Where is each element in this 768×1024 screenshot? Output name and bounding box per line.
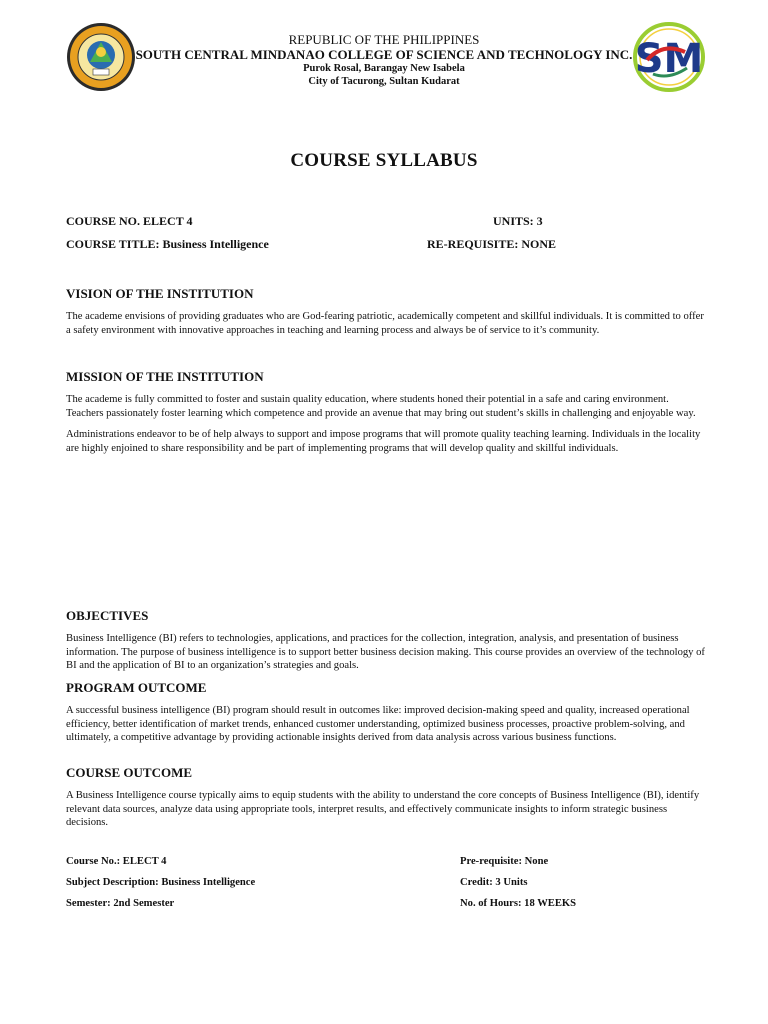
header-address-2: City of Tacurong, Sultan Kudarat <box>308 76 460 87</box>
vision-section <box>66 286 706 345</box>
course-units: UNITS: 3 <box>493 214 543 228</box>
footer-course-no: Course No.: ELECT 4 <box>66 856 167 867</box>
header-republic: REPUBLIC OF THE PHILIPPINES <box>288 32 480 47</box>
vision-text: The academe envisions of providing graduates who are God-fearing patriotic, academically competent and skillful individuals. It is committed to offer a safety environment with innovative approaches in teaching and learning process and always be of service to it’s community. <box>66 311 704 336</box>
footer-subject: Subject Description: Business Intelligence <box>66 877 256 888</box>
mission-section <box>66 369 706 463</box>
vision-heading: VISION OF THE INSTITUTION <box>66 286 254 301</box>
mission-text-2: Administrations endeavor to be of help always to support and impose programs that will promote quality teaching learning. Individuals in the locality are highly enjoined to share responsibility and be part of implementing programs that will develop quality and skillful individuals. <box>66 429 701 454</box>
page-title: COURSE SYLLABUS <box>290 150 478 171</box>
program-outcome-section <box>66 680 706 753</box>
course-title: COURSE TITLE: Business Intelligence <box>66 237 269 251</box>
footer-credit: Credit: 3 Units <box>460 877 528 888</box>
program-outcome-heading: PROGRAM OUTCOME <box>66 680 207 695</box>
mission-text-1: The academe is fully committed to foster and sustain quality education, where students honed their potential in a safe and caring environment. Teachers passionately foster learning which competence and provide an avenue that may bring out student’s skills in challenging and enjoyable way. <box>66 394 696 419</box>
header-address-1: Purok Rosal, Barangay New Isabela <box>303 63 465 74</box>
course-no: COURSE NO. ELECT 4 <box>66 214 193 228</box>
footer-semester: Semester: 2nd Semester <box>66 898 175 909</box>
mission-heading: MISSION OF THE INSTITUTION <box>66 369 264 384</box>
objectives-heading: OBJECTIVES <box>66 608 149 623</box>
footer-prerequisite: Pre-requisite: None <box>460 856 549 867</box>
course-outcome-heading: COURSE OUTCOME <box>66 765 193 780</box>
footer-hours: No. of Hours: 18 WEEKS <box>460 898 577 909</box>
scm-logo-text: SM <box>634 36 704 82</box>
institution-header <box>0 32 768 88</box>
program-outcome-text: A successful business intelligence (BI) program should result in outcomes like: improved decision-making speed and quality, increased operational efficiency, better identification of market trends, enhanced customer understanding, optimized business processes, proactive problem-solving, and ultimately, a competitive advantage by providing actionable insights derived from data analysis across various business functions. <box>66 705 690 744</box>
header-college-name: SOUTH CENTRAL MINDANAO COLLEGE OF SCIENCE AND TECHNOLOGY INC. <box>135 47 633 62</box>
course-outcome-text: A Business Intelligence course typically aims to equip students with the ability to understand the core concepts of Business Intelligence (BI), identify relevant data sources, analyze data using appropriate tools, interpret results, and effectively communicate insights to inform strategic business decisions. <box>66 790 700 829</box>
course-prerequisite: RE-REQUISITE: NONE <box>427 237 557 251</box>
objectives-text: Business Intelligence (BI) refers to technologies, applications, and practices for the collection, integration, analysis, and presentation of business information. The purpose of business intelligence is to support better business decision making. This course provides an overview of the technology of BI and the application of BI to an organization’s strategies and goals. <box>66 633 705 672</box>
objectives-section <box>66 608 706 681</box>
course-outcome-section <box>66 765 706 838</box>
